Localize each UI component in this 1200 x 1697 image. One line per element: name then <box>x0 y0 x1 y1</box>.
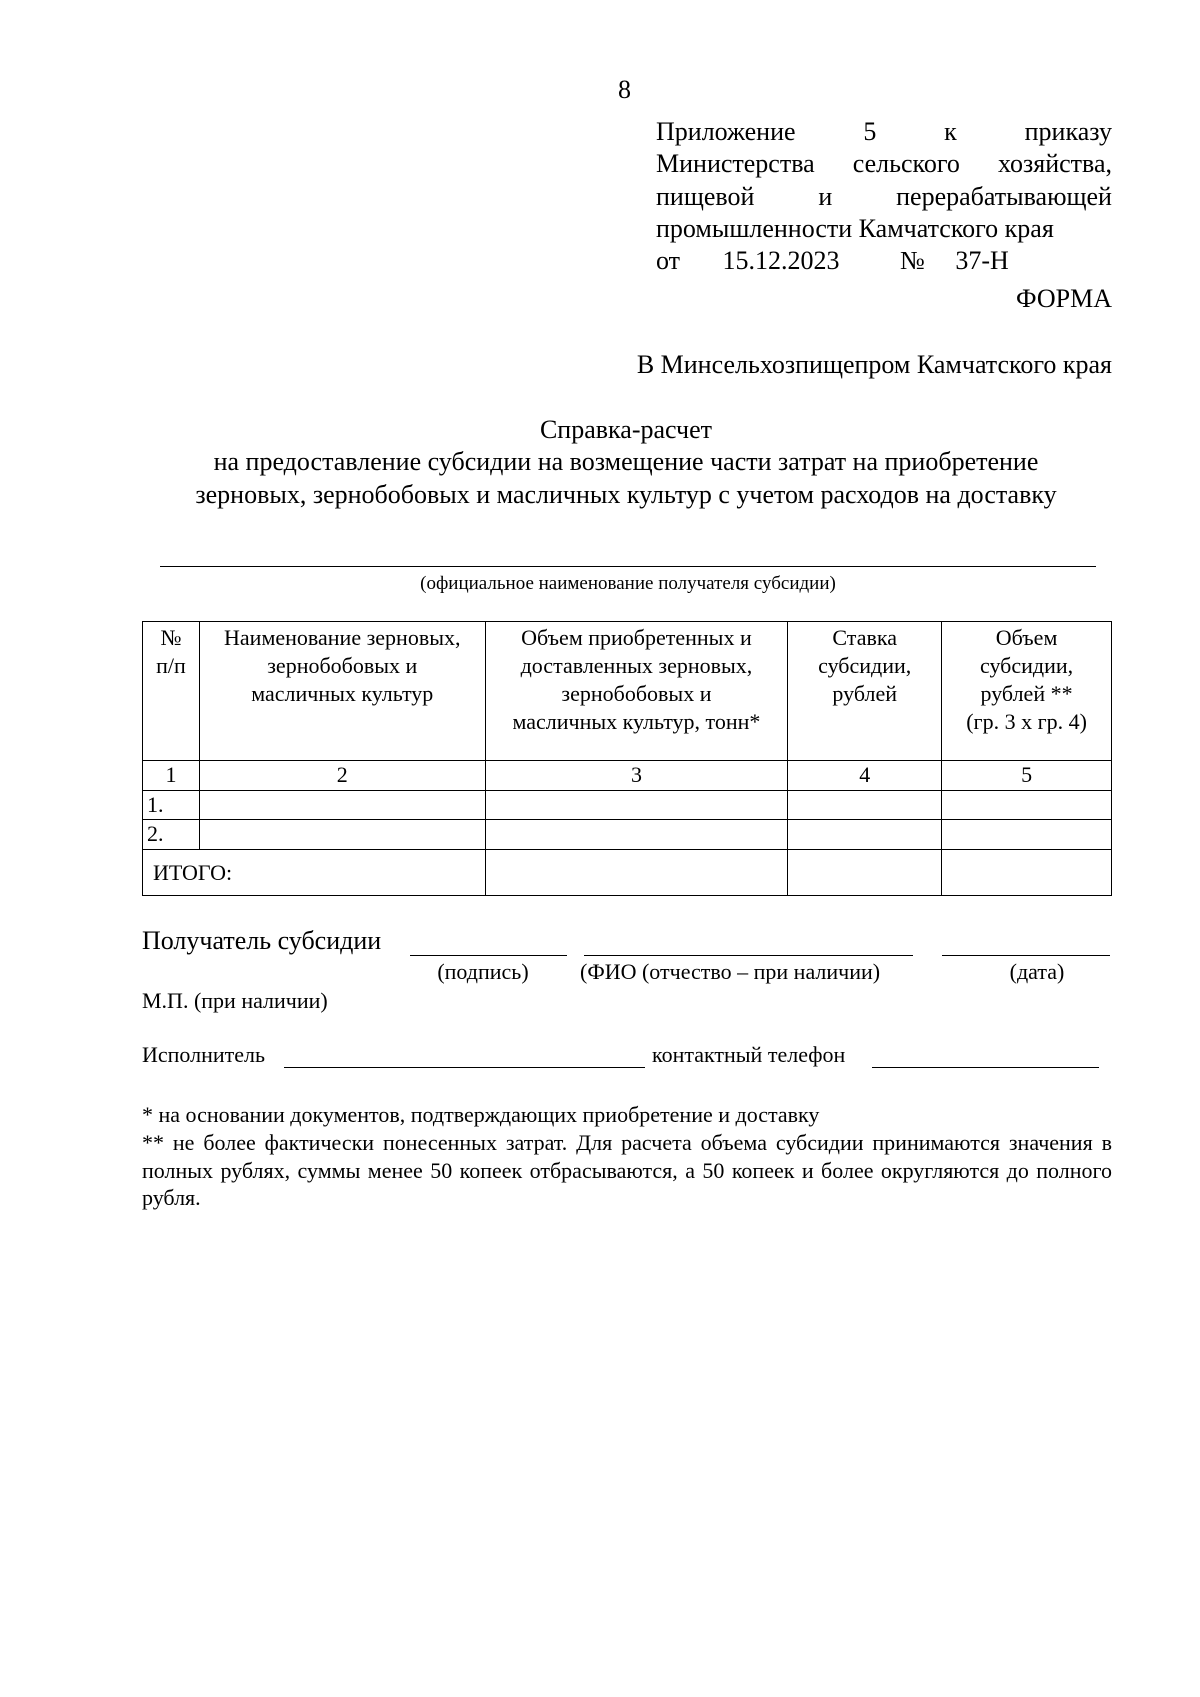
document-subtitle-1: на предоставление субсидии на возмещение части затрат на приобретение <box>213 447 1039 476</box>
table-cell[interactable] <box>942 820 1112 850</box>
calculation-table <box>142 621 1112 896</box>
appendix-date-line <box>656 245 1009 277</box>
appendix-word: Министерства <box>656 149 815 178</box>
header-subsidy-amount: Объем субсидии, рублей ** (гр. 3 х гр. 4) <box>942 622 1112 761</box>
executor-label: Исполнитель <box>142 1042 266 1067</box>
page-number: 8 <box>618 75 631 104</box>
table-cell[interactable] <box>485 791 788 820</box>
executor-line[interactable] <box>284 1067 645 1068</box>
appendix-word: и <box>818 182 833 211</box>
total-cell[interactable] <box>942 850 1112 896</box>
header-rate: Ставка субсидии, рублей <box>788 622 942 761</box>
table-row <box>143 791 1112 820</box>
appendix-word: приказу <box>1024 117 1112 146</box>
column-number: 3 <box>485 761 788 791</box>
column-number: 4 <box>788 761 942 791</box>
seal-note: М.П. (при наличии) <box>142 988 328 1013</box>
signature-caption: (подпись) <box>437 959 529 984</box>
phone-line[interactable] <box>872 1067 1099 1068</box>
signature-line[interactable] <box>410 955 567 956</box>
full-name-line[interactable] <box>584 955 913 956</box>
order-date: 15.12.2023 <box>722 246 840 275</box>
phone-label: контактный телефон <box>652 1042 846 1067</box>
table-cell[interactable] <box>942 791 1112 820</box>
appendix-word: хозяйства, <box>997 149 1112 178</box>
total-label: ИТОГО: <box>143 850 486 896</box>
appendix-word: пищевой <box>656 182 755 211</box>
column-number: 2 <box>199 761 485 791</box>
column-number-row <box>143 761 1112 791</box>
footnote-1: * на основании документов, подтверждающих приобретение и доставку <box>142 1102 820 1127</box>
appendix-line-2 <box>656 148 1112 180</box>
table-cell[interactable] <box>788 791 942 820</box>
row-number: 2. <box>143 820 200 850</box>
total-row <box>143 850 1112 896</box>
number-sign: № <box>900 246 925 275</box>
recipient-label: Получатель субсидии <box>142 926 382 955</box>
appendix-line-4: промышленности Камчатского края <box>656 214 1054 243</box>
date-caption: (дата) <box>1009 959 1065 984</box>
appendix-word: 5 <box>863 117 877 146</box>
date-line[interactable] <box>942 955 1110 956</box>
document-subtitle-2: зерновых, зернобобовых и масличных культур с учетом расходов на доставку <box>195 480 1057 509</box>
full-name-caption: (ФИО (отчество – при наличии) <box>580 959 881 984</box>
column-number: 1 <box>143 761 200 791</box>
recipient-caption: (официальное наименование получателя субсидии) <box>420 573 836 594</box>
appendix-word: сельского <box>852 149 960 178</box>
table-cell[interactable] <box>199 791 485 820</box>
recipient-name-line[interactable] <box>160 566 1096 567</box>
appendix-line-3 <box>656 181 1112 213</box>
appendix-word: перерабатывающей <box>896 182 1112 211</box>
addressee: В Минсельхозпищепром Камчатского края <box>636 350 1112 379</box>
table-cell[interactable] <box>485 820 788 850</box>
table-cell[interactable] <box>199 820 485 850</box>
form-label: ФОРМА <box>1016 284 1112 313</box>
header-number: № п/п <box>143 622 200 761</box>
footnote-2: ** не более фактически понесенных затрат. Для расчета объема субсидии принимаются значения в полных рублях, суммы менее 50 копеек отбрасываются, а 50 копеек и более округляются до полного рубля. <box>142 1130 1112 1210</box>
appendix-word: Приложение <box>656 117 796 146</box>
appendix-line-1 <box>656 116 1112 148</box>
document-title: Справка-расчет <box>539 415 713 444</box>
total-cell[interactable] <box>485 850 788 896</box>
date-prefix: от <box>656 246 681 275</box>
table-row <box>143 820 1112 850</box>
order-number: 37-Н <box>955 246 1009 275</box>
header-crop-name: Наименование зерновых, зернобобовых и масличных культур <box>199 622 485 761</box>
table-header-row <box>143 622 1112 761</box>
total-cell[interactable] <box>788 850 942 896</box>
column-number: 5 <box>942 761 1112 791</box>
header-volume: Объем приобретенных и доставленных зерновых, зернобобовых и масличных культур, тонн* <box>485 622 788 761</box>
row-number: 1. <box>143 791 200 820</box>
appendix-word: к <box>944 117 957 146</box>
table-cell[interactable] <box>788 820 942 850</box>
